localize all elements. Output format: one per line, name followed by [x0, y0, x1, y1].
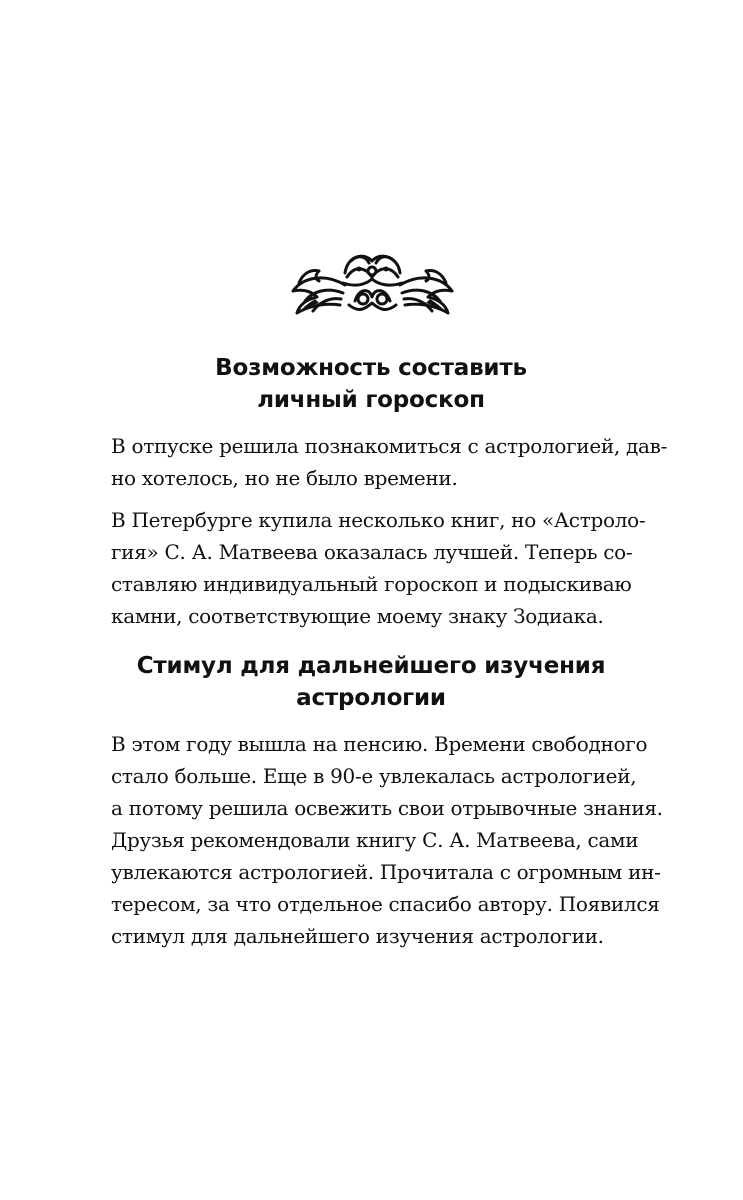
text-line: увлекаются астрологией. Прочитала с огромным ин- — [111, 860, 661, 884]
text-line: ставляю индивидуальный гороскоп и подыскиваю — [111, 572, 632, 596]
review-section-2 — [111, 650, 663, 962]
text-line: В этом году вышла на пенсию. Времени свободного — [111, 732, 648, 756]
text-line: стало больше. Еще в 90-е увлекалась астрологией, — [111, 764, 637, 788]
section-heading — [111, 650, 631, 714]
section-heading — [111, 352, 631, 416]
text-line: В отпуске решила познакомиться с астрологией, дав- — [111, 434, 668, 458]
heading-line: астрологии — [296, 685, 446, 711]
text-line: а потому решила освежить свои отрывочные знания. — [111, 796, 663, 820]
text-line: тересом, за что отдельное спасибо автору. Появился — [111, 892, 660, 916]
paragraph — [111, 728, 663, 952]
paragraph — [111, 504, 646, 632]
text-line: но хотелось, но не было времени. — [111, 466, 458, 490]
heading-line: личный гороскоп — [257, 387, 485, 413]
heading-line: Возможность составить — [215, 355, 527, 381]
text-line: Друзья рекомендовали книгу С. А. Матвеева, сами — [111, 828, 639, 852]
text-line: стимул для дальнейшего изучения астрологии. — [111, 924, 604, 948]
celtic-knot-ornament-icon — [285, 243, 460, 323]
text-line: камни, соответствующие моему знаку Зодиака. — [111, 604, 604, 628]
review-section-1 — [111, 352, 668, 642]
text-line: гия» С. А. Матвеева оказалась лучшей. Теперь со- — [111, 540, 633, 564]
text-line: В Петербурге купила несколько книг, но «Астроло- — [111, 508, 646, 532]
paragraph — [111, 430, 668, 494]
heading-line: Стимул для дальнейшего изучения — [136, 653, 606, 679]
